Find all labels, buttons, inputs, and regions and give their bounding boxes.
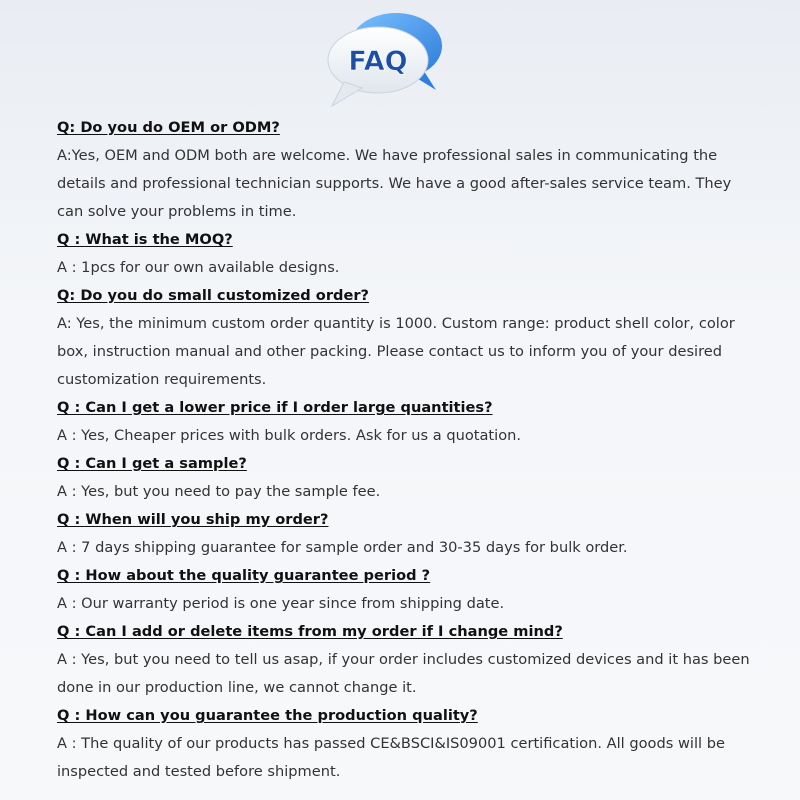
faq-item bbox=[57, 450, 757, 506]
faq-answer: A : 7 days shipping guarantee for sample order and 30-35 days for bulk order. bbox=[57, 539, 628, 556]
faq-item bbox=[57, 618, 757, 702]
faq-question: Q : When will you ship my order? bbox=[57, 511, 329, 528]
faq-answer: A:Yes, OEM and ODM both are welcome. We have professional sales in communicating the details and professional technician supports. We have a good after-sales service team. They can solve your problems in time. bbox=[57, 147, 732, 220]
faq-answer: A : Yes, Cheaper prices with bulk orders. Ask for us a quotation. bbox=[57, 427, 522, 444]
faq-question: Q : Can I get a sample? bbox=[57, 455, 247, 472]
faq-answer: A : Yes, but you need to pay the sample fee. bbox=[57, 483, 381, 500]
faq-question: Q: Do you do OEM or ODM? bbox=[57, 119, 280, 136]
faq-item bbox=[57, 114, 757, 226]
speech-bubble-icon bbox=[318, 6, 448, 110]
faq-answer: A : Yes, but you need to tell us asap, if your order includes customized devices and it has been done in our production line, we cannot change it. bbox=[57, 651, 750, 696]
faq-item bbox=[57, 282, 757, 394]
faq-answer: A: Yes, the minimum custom order quantity is 1000. Custom range: product shell color, color box, instruction manual and other packing. Please contact us to inform you of your desired customization requirements. bbox=[57, 315, 735, 388]
faq-question: Q : What is the MOQ? bbox=[57, 231, 233, 248]
faq-question: Q: Do you do small customized order? bbox=[57, 287, 370, 304]
faq-item bbox=[57, 506, 757, 562]
faq-answer: A : The quality of our products has passed CE&BSCI&IS09001 certification. All goods will be inspected and tested before shipment. bbox=[57, 735, 725, 780]
faq-item bbox=[57, 394, 757, 450]
faq-question: Q : Can I get a lower price if I order large quantities? bbox=[57, 399, 493, 416]
faq-answer: A : Our warranty period is one year since from shipping date. bbox=[57, 595, 505, 612]
faq-logo-text: FAQ bbox=[348, 46, 408, 77]
faq-logo bbox=[318, 6, 448, 110]
faq-question: Q : How can you guarantee the production quality? bbox=[57, 707, 478, 724]
faq-question: Q : Can I add or delete items from my order if I change mind? bbox=[57, 623, 563, 640]
faq-item bbox=[57, 702, 757, 786]
faq-item bbox=[57, 226, 757, 282]
faq-item bbox=[57, 562, 757, 618]
faq-question: Q : How about the quality guarantee period ? bbox=[57, 567, 431, 584]
faq-list bbox=[57, 114, 757, 786]
faq-answer: A : 1pcs for our own available designs. bbox=[57, 259, 340, 276]
